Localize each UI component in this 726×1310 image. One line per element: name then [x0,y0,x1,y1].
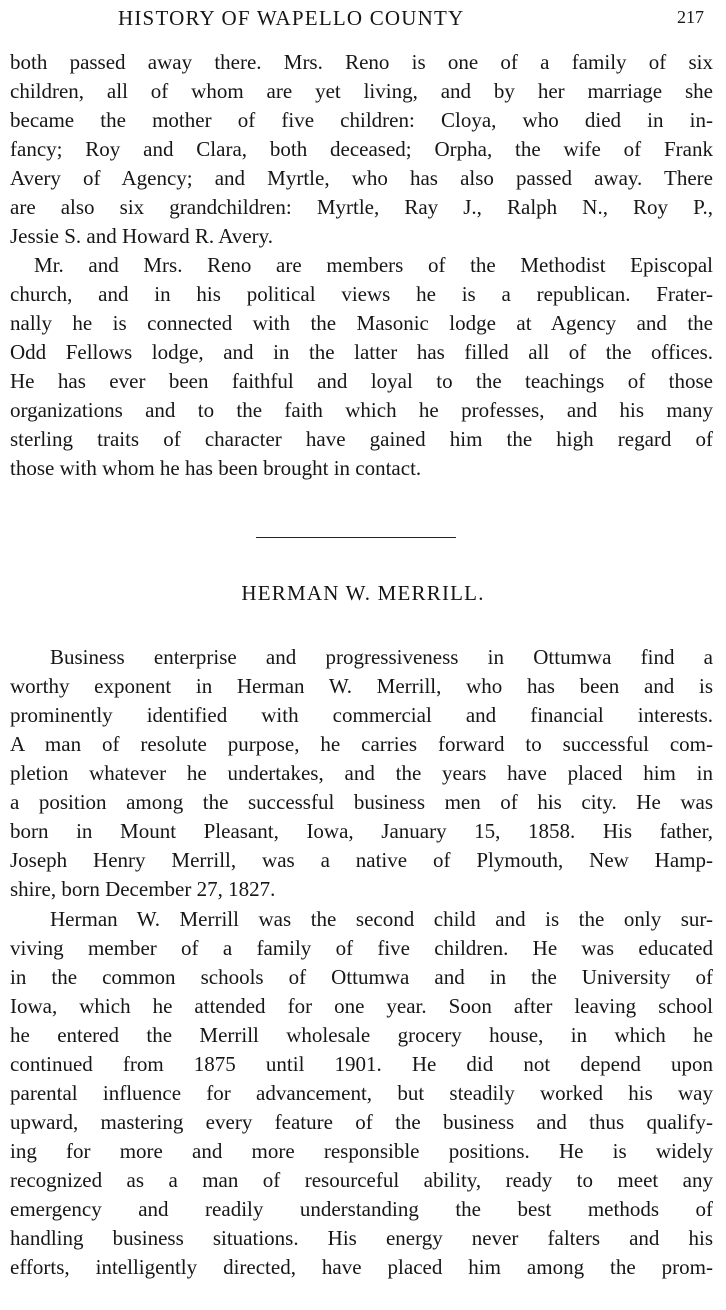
text-line: handling business situations. His energy never falters and his [10,1226,713,1250]
text-line: parental influence for advancement, but steadily worked his way [10,1081,713,1105]
text-line: fancy; Roy and Clara, both deceased; Orpha, the wife of Frank [10,137,713,161]
text-line: worthy exponent in Herman W. Merrill, who has been and is [10,674,713,698]
text-line: church, and in his political views he is a republican. Frater- [10,282,713,306]
text-line: children, all of whom are yet living, and by her marriage she [10,79,713,103]
text-line: Mr. and Mrs. Reno are members of the Methodist Episcopal [34,253,713,277]
text-line: are also six grandchildren: Myrtle, Ray J., Ralph N., Roy P., [10,195,713,219]
running-header [0,4,726,32]
text-line: those with whom he has been brought in contact. [10,456,422,480]
text-line: A man of resolute purpose, he carries forward to successful com- [10,732,713,756]
text-line: upward, mastering every feature of the business and thus qualify- [10,1110,713,1134]
text-line: ing for more and more responsible positions. He is widely [10,1139,713,1163]
text-line: Odd Fellows lodge, and in the latter has filled all of the offices. [10,340,713,364]
text-line: recognized as a man of resourceful ability, ready to meet any [10,1168,713,1192]
text-line: pletion whatever he undertakes, and the years have placed him in [10,761,713,785]
merrill-paragraph-1 [10,643,713,904]
text-line: emergency and readily understanding the best methods of [10,1197,713,1221]
text-line: Jessie S. and Howard R. Avery. [10,224,274,248]
reno-paragraph-2 [10,251,713,483]
text-line: He has ever been faithful and loyal to the teachings of those [10,369,713,393]
section-divider [256,537,456,538]
text-line: Business enterprise and progressiveness in Ottumwa find a [50,645,713,669]
text-line: Joseph Henry Merrill, was a native of Plymouth, New Hamp- [10,848,713,872]
text-line: nally he is connected with the Masonic lodge at Agency and the [10,311,713,335]
reno-paragraph-1 [10,48,713,251]
text-line: shire, born December 27, 1827. [10,877,276,901]
text-line: born in Mount Pleasant, Iowa, January 15, 1858. His father, [10,819,713,843]
text-line: both passed away there. Mrs. Reno is one of a family of six [10,50,713,74]
text-line: viving member of a family of five children. He was educated [10,936,713,960]
text-line: organizations and to the faith which he professes, and his many [10,398,713,422]
text-line: continued from 1875 until 1901. He did not depend upon [10,1052,713,1076]
text-line: a position among the successful business men of his city. He was [10,790,713,814]
section-heading: HERMAN W. MERRILL. [241,581,485,605]
text-line: in the common schools of Ottumwa and in the University of [10,965,713,989]
page-number: 217 [677,7,704,27]
merrill-paragraph-2 [10,905,713,1282]
text-line: became the mother of five children: Cloya, who died in in- [10,108,713,132]
text-line: Herman W. Merrill was the second child and is the only sur- [50,907,713,931]
text-line: he entered the Merrill wholesale grocery house, in which he [10,1023,713,1047]
text-line: efforts, intelligently directed, have placed him among the prom- [10,1255,713,1279]
text-line: Iowa, which he attended for one year. Soon after leaving school [10,994,713,1018]
text-line: sterling traits of character have gained him the high regard of [10,427,713,451]
text-line: prominently identified with commercial and financial interests. [10,703,713,727]
text-line: Avery of Agency; and Myrtle, who has also passed away. There [10,166,713,190]
running-title: HISTORY OF WAPELLO COUNTY [118,6,465,30]
